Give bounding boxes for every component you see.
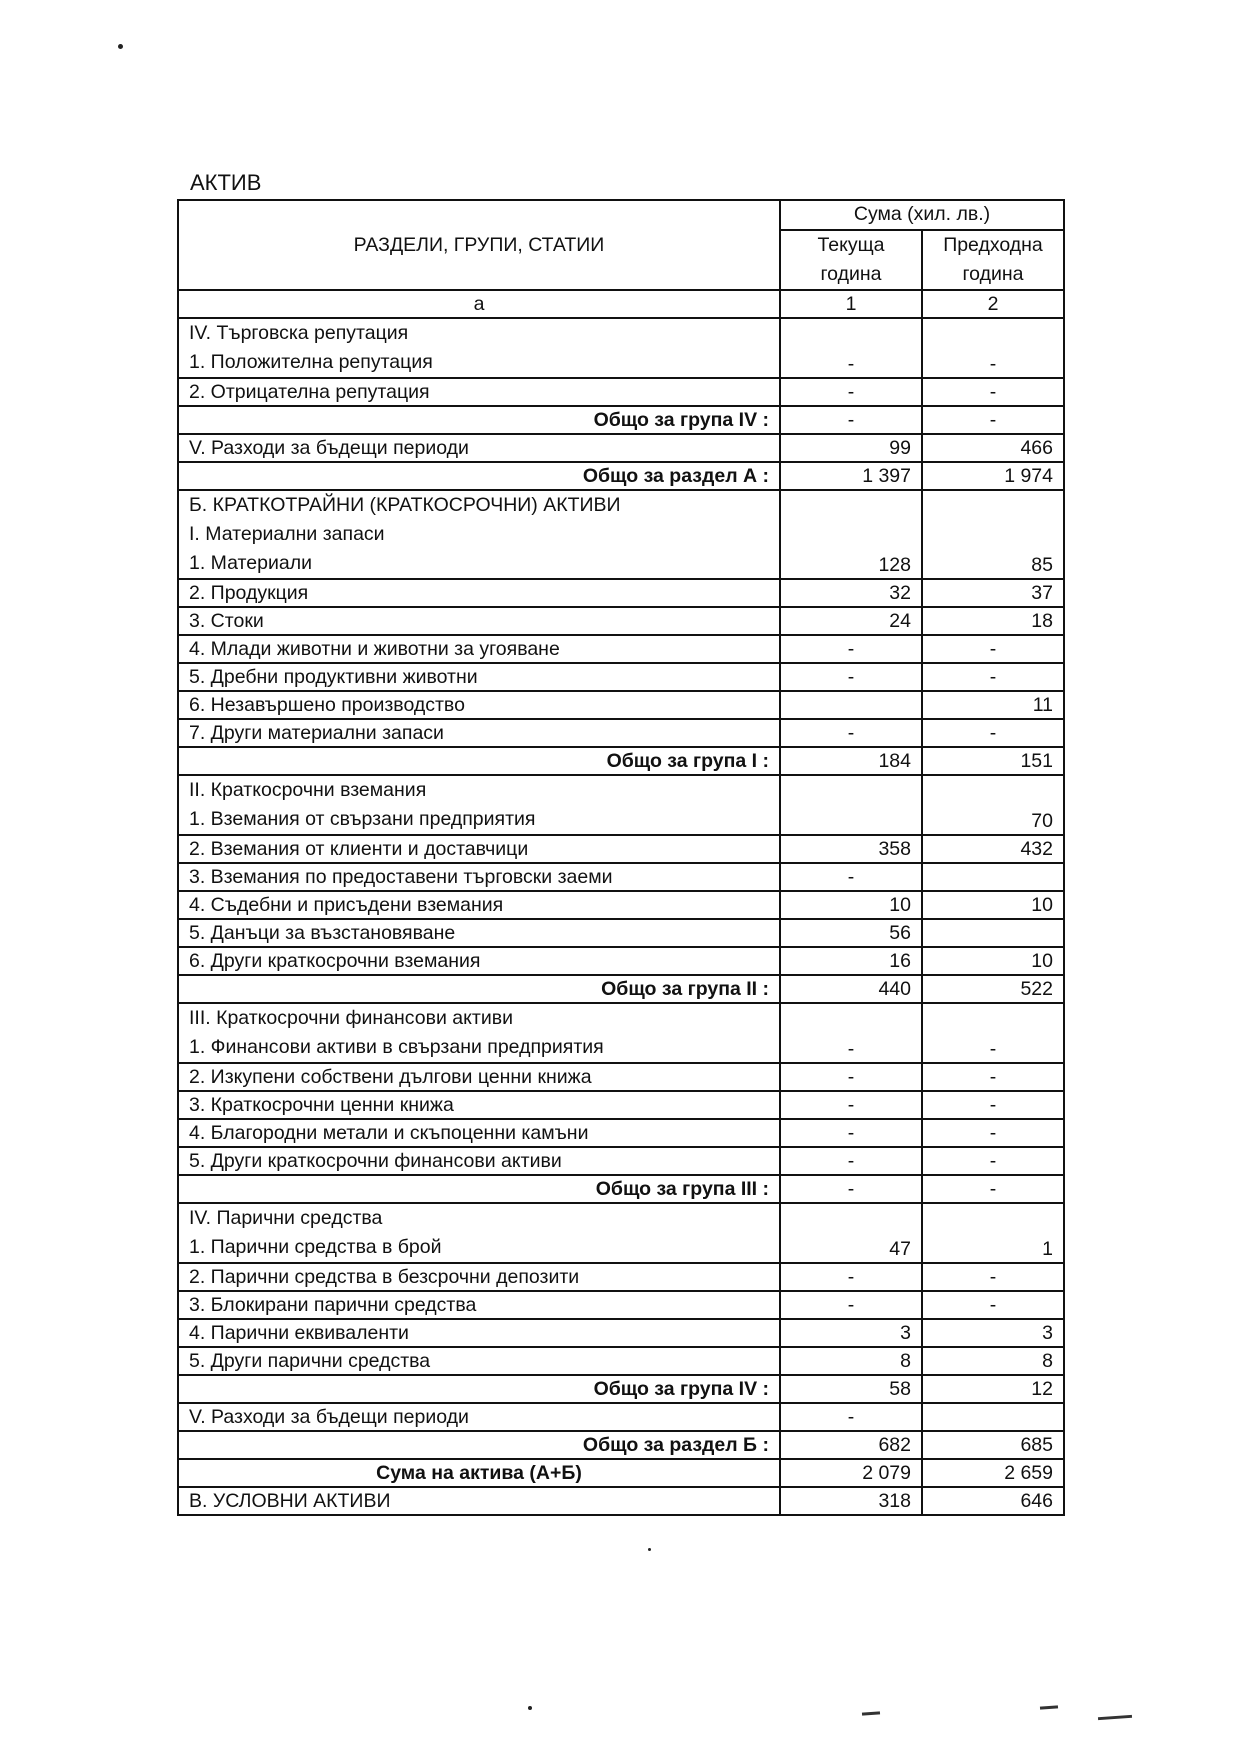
row-label-line: 7. Други материални запаси	[189, 722, 444, 744]
row-label-line: 2. Изкупени собствени дългови ценни книжа	[189, 1066, 592, 1088]
previous-value: 466	[922, 434, 1064, 462]
row-label	[178, 1347, 780, 1375]
table-row	[178, 719, 1064, 747]
table-row	[178, 863, 1064, 891]
row-label	[178, 1319, 780, 1347]
amount-header: Сума (хил. лв.)	[780, 200, 1064, 230]
total-row	[178, 1175, 1064, 1203]
row-label	[178, 1403, 780, 1431]
table-row	[178, 378, 1064, 406]
previous-value: 1	[922, 1203, 1064, 1263]
current-value: -	[780, 1291, 922, 1319]
row-label-line: 4. Парични еквиваленти	[189, 1322, 409, 1344]
current-value: 10	[780, 891, 922, 919]
current-value	[780, 691, 922, 719]
current-value: 440	[780, 975, 922, 1003]
previous-value: -	[922, 378, 1064, 406]
row-label-line: III. Краткосрочни финансови активи	[189, 1007, 513, 1029]
previous-value: -	[922, 635, 1064, 663]
previous-value: -	[922, 1175, 1064, 1203]
row-label-line: 3. Блокирани парични средства	[189, 1294, 477, 1316]
current-value: -	[780, 1003, 922, 1063]
table-row	[178, 891, 1064, 919]
previous-value: 18	[922, 607, 1064, 635]
row-label	[178, 891, 780, 919]
total-row	[178, 1431, 1064, 1459]
table-row	[178, 1263, 1064, 1291]
row-label-line: 3. Краткосрочни ценни книжа	[189, 1094, 454, 1116]
row-label-line: 5. Други парични средства	[189, 1350, 431, 1372]
row-label-line: 5. Други краткосрочни финансови активи	[189, 1150, 562, 1172]
row-label-line: V. Разходи за бъдещи периоди	[189, 437, 469, 459]
previous-value: 10	[922, 947, 1064, 975]
row-label	[178, 775, 780, 835]
current-value: 99	[780, 434, 922, 462]
current-value	[780, 775, 922, 835]
row-label	[178, 318, 780, 378]
row-label	[178, 663, 780, 691]
previous-value: 12	[922, 1375, 1064, 1403]
previous-value: -	[922, 318, 1064, 378]
row-label-line: 4. Млади животни и животни за угояване	[189, 638, 560, 660]
previous-value: 685	[922, 1431, 1064, 1459]
previous-value: -	[922, 1291, 1064, 1319]
table-row	[178, 775, 1064, 835]
row-label-line: Общо за група IV :	[593, 409, 769, 431]
previous-value: -	[922, 719, 1064, 747]
row-label-line: 1. Положителна репутация	[189, 351, 433, 373]
row-label	[178, 1431, 780, 1459]
previous-value: -	[922, 663, 1064, 691]
asset-table	[177, 199, 1065, 1516]
previous-value: 151	[922, 747, 1064, 775]
previous-value: -	[922, 1147, 1064, 1175]
row-label-line: Б. КРАТКОТРАЙНИ (КРАТКОСРОЧНИ) АКТИВИ	[189, 494, 621, 516]
current-value: -	[780, 863, 922, 891]
previous-value: 522	[922, 975, 1064, 1003]
table-row	[178, 1347, 1064, 1375]
total-row	[178, 747, 1064, 775]
row-label	[178, 434, 780, 462]
row-label	[178, 719, 780, 747]
row-label-line: 6. Незавършено производство	[189, 694, 465, 716]
row-label	[178, 1487, 780, 1515]
row-label	[178, 1003, 780, 1063]
current-value: -	[780, 1091, 922, 1119]
row-label	[178, 1063, 780, 1091]
row-label	[178, 1375, 780, 1403]
row-label-line: Общо за група IV :	[593, 1378, 769, 1400]
table-row	[178, 318, 1064, 378]
table-row	[178, 663, 1064, 691]
previous-value: 432	[922, 835, 1064, 863]
row-label	[178, 747, 780, 775]
row-label	[178, 607, 780, 635]
previous-value: -	[922, 1263, 1064, 1291]
previous-value: 646	[922, 1487, 1064, 1515]
row-label-line: IV. Търговска репутация	[189, 322, 409, 344]
table-row	[178, 434, 1064, 462]
scan-smudge	[1098, 1715, 1132, 1720]
previous-value: 1 974	[922, 462, 1064, 490]
current-value: -	[780, 378, 922, 406]
row-label-line: 5. Данъци за възстановяване	[189, 922, 456, 944]
row-label-line: 4. Благородни метали и скъпоценни камъни	[189, 1122, 589, 1144]
previous-value: 3	[922, 1319, 1064, 1347]
previous-value: 10	[922, 891, 1064, 919]
current-value: 2 079	[780, 1459, 922, 1487]
table-row	[178, 607, 1064, 635]
current-value: 358	[780, 835, 922, 863]
row-label-line: Общо за група III :	[595, 1178, 769, 1200]
row-label-line: 2. Продукция	[189, 582, 309, 604]
current-value: -	[780, 1063, 922, 1091]
table-row	[178, 691, 1064, 719]
row-label	[178, 462, 780, 490]
table-row	[178, 1091, 1064, 1119]
scan-speck	[528, 1706, 532, 1710]
total-row	[178, 975, 1064, 1003]
row-label	[178, 490, 780, 579]
previous-value: -	[922, 1091, 1064, 1119]
previous-value: 2 659	[922, 1459, 1064, 1487]
previous-value: -	[922, 1119, 1064, 1147]
previous-value: 70	[922, 775, 1064, 835]
row-label-line: В. УСЛОВНИ АКТИВИ	[189, 1490, 391, 1512]
previous-value: 8	[922, 1347, 1064, 1375]
column-index-a: а	[178, 290, 780, 318]
table-row	[178, 1003, 1064, 1063]
row-label	[178, 691, 780, 719]
row-label	[178, 579, 780, 607]
row-label-line: Общо за раздел Б :	[582, 1434, 769, 1456]
row-label	[178, 1203, 780, 1263]
current-value: -	[780, 719, 922, 747]
row-label	[178, 1119, 780, 1147]
row-label	[178, 1459, 780, 1487]
row-label	[178, 1175, 780, 1203]
previous-value	[922, 1403, 1064, 1431]
current-value: 58	[780, 1375, 922, 1403]
row-label	[178, 975, 780, 1003]
current-value: 318	[780, 1487, 922, 1515]
table-row	[178, 1403, 1064, 1431]
table-row	[178, 1119, 1064, 1147]
total-row	[178, 406, 1064, 434]
row-label-line: I. Материални запаси	[189, 523, 385, 545]
previous-value: -	[922, 406, 1064, 434]
previous-value: -	[922, 1063, 1064, 1091]
row-label-line: II. Краткосрочни вземания	[189, 779, 427, 801]
table-row	[178, 635, 1064, 663]
row-label	[178, 1147, 780, 1175]
table-row	[178, 1487, 1064, 1515]
current-value: 3	[780, 1319, 922, 1347]
current-value: -	[780, 1119, 922, 1147]
table-row	[178, 1203, 1064, 1263]
row-label-line: 1. Вземания от свързани предприятия	[189, 808, 536, 830]
row-label-line: 2. Отрицателна репутация	[189, 381, 430, 403]
row-label	[178, 1291, 780, 1319]
scan-smudge	[862, 1711, 880, 1715]
current-value: 682	[780, 1431, 922, 1459]
table-row	[178, 1147, 1064, 1175]
row-label-line: V. Разходи за бъдещи периоди	[189, 1406, 469, 1428]
column-index-2: 2	[922, 290, 1064, 318]
row-label-line: Сума на актива (А+Б)	[376, 1462, 582, 1484]
table-row	[178, 947, 1064, 975]
row-label-line: 1. Материали	[189, 552, 312, 574]
previous-value	[922, 919, 1064, 947]
previous-value: -	[922, 1003, 1064, 1063]
section-header: РАЗДЕЛИ, ГРУПИ, СТАТИИ	[178, 200, 780, 290]
row-label-line: 3. Стоки	[189, 610, 264, 632]
previous-value: 37	[922, 579, 1064, 607]
page-title: АКТИВ	[190, 170, 262, 195]
scan-smudge	[1040, 1705, 1058, 1709]
current-value: -	[780, 1403, 922, 1431]
row-label-line: 3. Вземания по предоставени търговски заеми	[189, 866, 613, 888]
previous-value: 85	[922, 490, 1064, 579]
current-year-header: Текуща година	[780, 230, 922, 290]
current-value: -	[780, 318, 922, 378]
row-label-line: 1. Парични средства в брой	[189, 1236, 442, 1258]
current-value: 47	[780, 1203, 922, 1263]
table-row	[178, 579, 1064, 607]
grand-total-row	[178, 1459, 1064, 1487]
current-value: 184	[780, 747, 922, 775]
current-value: 24	[780, 607, 922, 635]
row-label-line: 2. Вземания от клиенти и доставчици	[189, 838, 529, 860]
row-label-line: IV. Парични средства	[189, 1207, 383, 1229]
current-value: -	[780, 635, 922, 663]
row-label	[178, 1091, 780, 1119]
row-label-line: 1. Финансови активи в свързани предприятия	[189, 1036, 604, 1058]
previous-value	[922, 863, 1064, 891]
table-row	[178, 1063, 1064, 1091]
row-label	[178, 378, 780, 406]
row-label-line: Общо за група I :	[606, 750, 769, 772]
header-row	[178, 200, 1064, 230]
row-label-line: Общо за раздел А :	[582, 465, 769, 487]
current-value: 1 397	[780, 462, 922, 490]
row-label	[178, 406, 780, 434]
current-value: 128	[780, 490, 922, 579]
row-label	[178, 835, 780, 863]
table-row	[178, 490, 1064, 579]
total-row	[178, 1375, 1064, 1403]
row-label-line: 4. Съдебни и присъдени вземания	[189, 894, 504, 916]
row-label	[178, 919, 780, 947]
table-row	[178, 919, 1064, 947]
total-row	[178, 462, 1064, 490]
row-label	[178, 863, 780, 891]
current-value: -	[780, 1175, 922, 1203]
column-index-1: 1	[780, 290, 922, 318]
row-label	[178, 947, 780, 975]
row-label-line: 2. Парични средства в безсрочни депозити	[189, 1266, 580, 1288]
current-value: 32	[780, 579, 922, 607]
current-value: -	[780, 406, 922, 434]
previous-value: 11	[922, 691, 1064, 719]
scan-speck	[648, 1548, 651, 1551]
current-value: 16	[780, 947, 922, 975]
scan-speck	[118, 44, 123, 49]
current-value: 56	[780, 919, 922, 947]
table-row	[178, 1291, 1064, 1319]
row-label	[178, 635, 780, 663]
current-value: -	[780, 1263, 922, 1291]
row-label-line: 5. Дребни продуктивни животни	[189, 666, 478, 688]
column-index-row	[178, 290, 1064, 318]
table-row	[178, 835, 1064, 863]
table-row	[178, 1319, 1064, 1347]
previous-year-header: Предходна година	[922, 230, 1064, 290]
current-value: -	[780, 1147, 922, 1175]
current-value: 8	[780, 1347, 922, 1375]
row-label	[178, 1263, 780, 1291]
current-value: -	[780, 663, 922, 691]
row-label-line: Общо за група II :	[601, 978, 769, 1000]
row-label-line: 6. Други краткосрочни вземания	[189, 950, 481, 972]
